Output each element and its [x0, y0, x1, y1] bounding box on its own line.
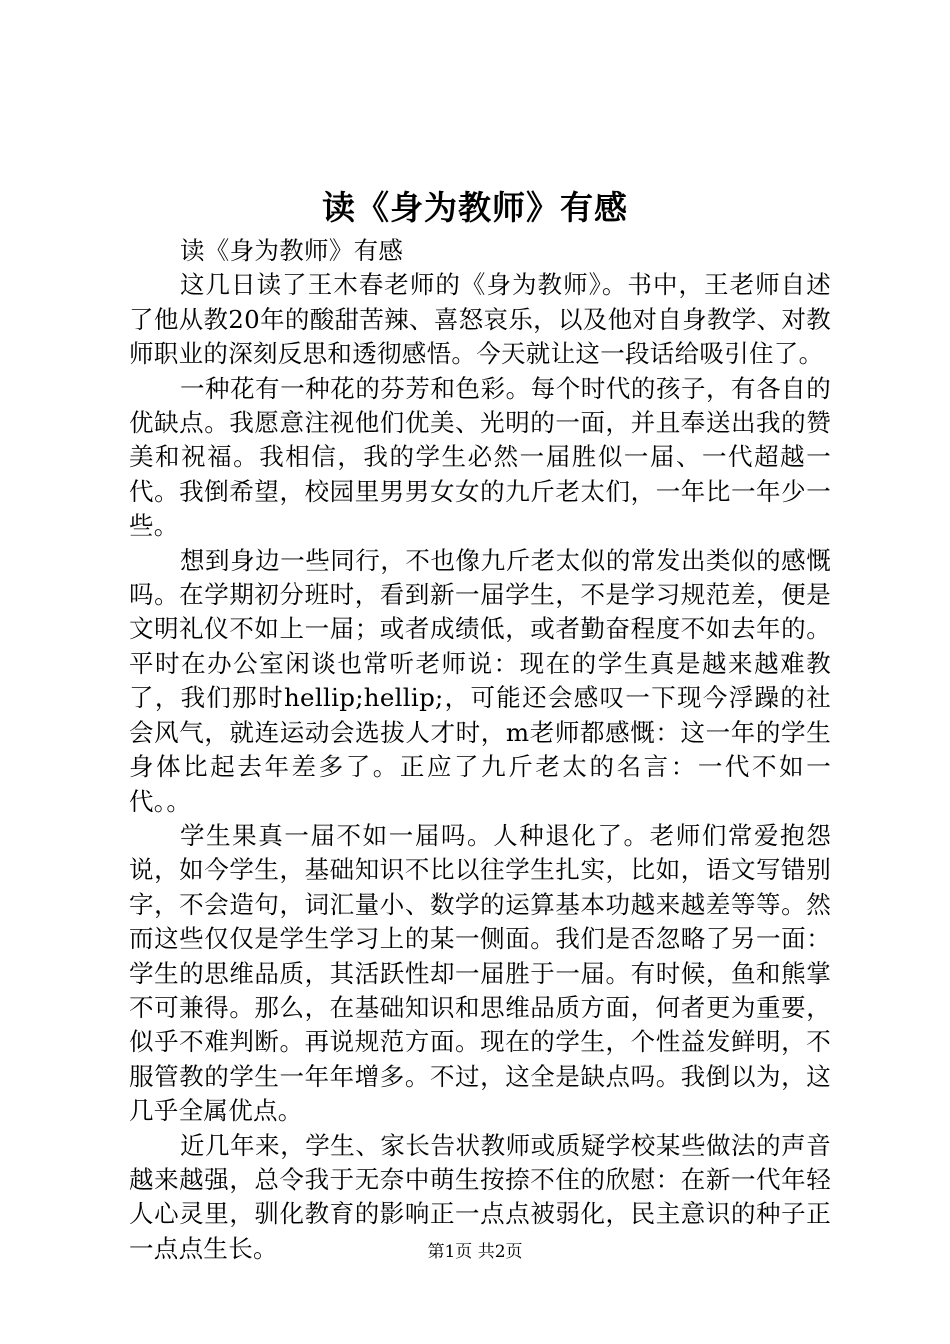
paragraph: 学生果真一届不如一届吗。人种退化了。老师们常爱抱怨说，如今学生，基础知识不比以往学生扎实，比如，语文写错别字，不会造句，词汇量小、数学的运算基本功越来越差等等。然而这些仅仅是学生学习上的某一侧面。我们是否忽略了另一面：学生的思维品质，其活跃性却一届胜于一届。有时候，鱼和熊掌不可兼得。那么，在基础知识和思维品质方面，何者更为重要，似乎不难判断。再说规范方面。现在的学生，个性益发鲜明，不服管教的学生一年年增多。不过，这全是缺点吗。我倒以为，这几乎全属优点。: [129, 820, 831, 1126]
document-title: 读《身为教师》有感: [322, 188, 628, 227]
paragraph: 这几日读了王木春老师的《身为教师》。书中，王老师自述了他从教20年的酸甜苦辣、喜怒哀乐，以及他对自身教学、对教师职业的深刻反思和透彻感悟。今天就让这一段话给吸引住了。: [129, 270, 831, 369]
paragraph: 想到身边一些同行，不也像九斤老太似的常发出类似的感慨吗。在学期初分班时，看到新一届学生，不是学习规范差，便是文明礼仪不如上一届；或者成绩低，或者勤奋程度不如去年的。平时在办公室闲谈也常听老师说：现在的学生真是越来越难教了，我们那时hellip;hellip;，可能还会感叹一下现今浮躁的社会风气，就连运动会选拔人才时，m老师都感慨：这一年的学生身体比起去年差多了。正应了九斤老太的名言：一代不如一代。。: [129, 545, 831, 816]
paragraph: 一种花有一种花的芬芳和色彩。每个时代的孩子，有各自的优缺点。我愿意注视他们优美、光明的一面，并且奉送出我的赞美和祝福。我相信，我的学生必然一届胜似一届、一代超越一代。我倒希望，校园里男男女女的九斤老太们，一年比一年少一些。: [129, 373, 831, 541]
page-footer: [0, 1240, 950, 1264]
paragraph-subtitle: 读《身为教师》有感: [180, 236, 404, 265]
document-body: [129, 234, 831, 1266]
paragraph: 近几年来，学生、家长告状教师或质疑学校某些做法的声音越来越强，总令我于无奈中萌生按捺不住的欣慰：在新一代年轻人心灵里，驯化教育的影响正一点点被弱化，民主意识的种子正一点点生长。: [129, 1130, 831, 1263]
page-indicator: 第1页 共2页: [427, 1242, 523, 1262]
